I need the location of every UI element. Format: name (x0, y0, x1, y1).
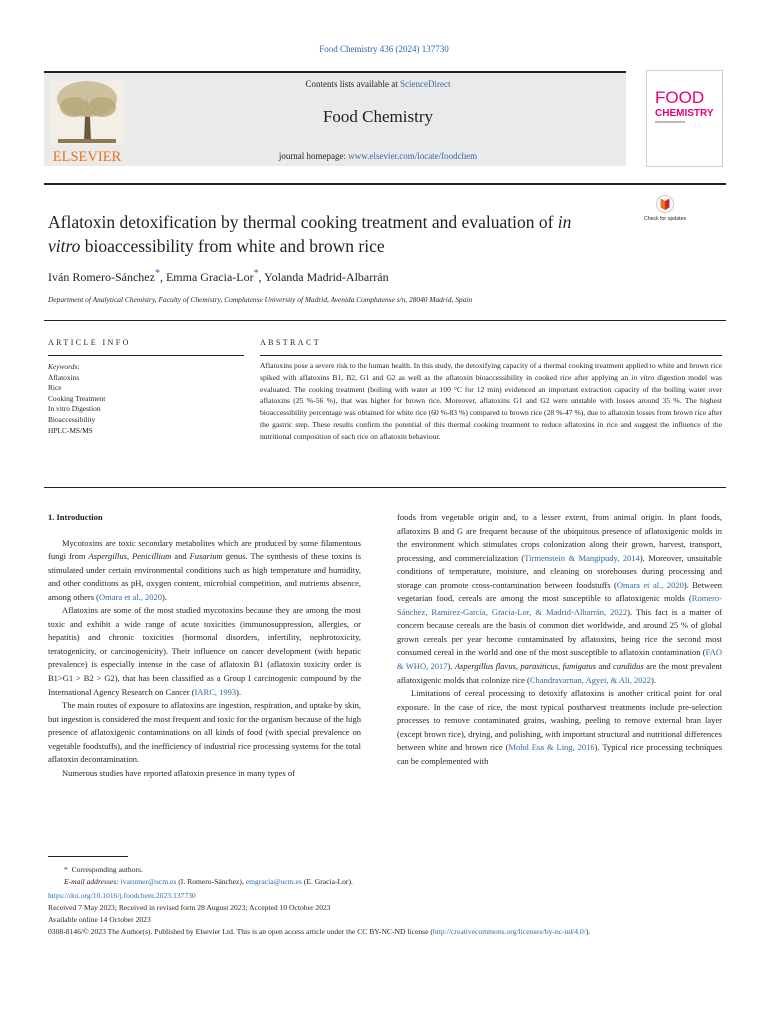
abstract-rule (260, 355, 722, 356)
elsevier-tree-icon (50, 81, 124, 145)
keyword: Rice (48, 383, 62, 393)
abstract-bottom-rule (44, 487, 726, 488)
body-paragraph: Aflatoxins are some of the most studied mycotoxins because they are among the most toxic and exhibit a wide range of acute toxicities (immunosuppression, allergies, or hepatitis) and chronic toxicities (hormonal disorders, infertility, nephrotoxicity, teratogenicity, or carcinogenicity). Their influence on cancer development (with hepatic prevalence) is especially intense in the case of aflatoxin B1 (aflatoxin toxicity order is B1>G1 > B2 > G2), that has been classified as a Group I carcinogenic compound by the International Agency Research on Cancer (IARC, 1993). (48, 605, 361, 697)
cover-title-food: FOOD (655, 88, 705, 107)
article-info-heading: ARTICLE INFO (48, 338, 131, 347)
doi-link[interactable]: https://doi.org/10.1016/j.foodchem.2023.137730 (48, 891, 196, 900)
citation-link[interactable]: FAO & WHO, 2017 (397, 647, 722, 672)
citation-link[interactable]: Chandravarnan, Agyei, & Ali, 2022 (529, 674, 651, 685)
received-dates: Received 7 May 2023; Received in revised form 28 August 2023; Accepted 10 October 2023 (48, 903, 331, 912)
body-paragraph: Limitations of cereal processing to detoxify aflatoxins is another critical point for oral exposure. In the case of rice, the most typical postharvest treatments include pre-selection processes to remove contaminated grains, washing, peeling to remove external bran layer (except brown rice), drying, and polishing, with important structural and nutritional differences between white and brown rice (Mohd Esa & Ling, 2016). Typical rice processing techniques can be complemented with (397, 688, 723, 766)
keyword: In vitro Digestion (48, 404, 101, 414)
journal-reference[interactable]: Food Chemistry 436 (2024) 137730 (319, 44, 449, 54)
homepage-link[interactable]: www.elsevier.com/locate/foodchem (348, 151, 478, 161)
abstract-heading: ABSTRACT (260, 338, 321, 347)
check-updates-label: Check for updates (643, 216, 687, 222)
journal-homepage: journal homepage: www.elsevier.com/locate/foodchem (278, 151, 478, 161)
email-link[interactable]: emgracia@ucm.es (245, 877, 302, 886)
citation-link[interactable]: Omara et al., 2020 (99, 591, 163, 602)
keyword: HPLC-MS/MS (48, 425, 93, 435)
abstract-text: Aflatoxins pose a severe risk to the human health. In this study, the detoxifying capacity of a thermal cooking treatment applied to white and brown rice spiked with aflatoxins B1, B2, G1 and G2 as well as the aflatoxin bioaccessibility in cooked rice after applying an in vitro digestion model was evaluated. The cooking treatment (boiling with water at 100 °C for 12 min) evidenced an important extraction capacity of the boiling water over aflatoxins (25 %-56 %), that was higher for brown rice. Moreover, aflatoxins G1 and G2 were unstable with losses around 35 %. The highest bioaccessibility percentage was obtained for white rice (60 %-83 %) compared to brown rice (28 %-47 %), due to aflatoxin losses from brown rice after the gastric step. These results confirm the potential of this thermal cooking treatment to reduce aflatoxins in rice and suggest the influence of the nutritional composition of each rice on aflatoxin behaviour. (260, 361, 723, 441)
check-for-updates-badge[interactable] (643, 194, 687, 230)
header-rule (44, 183, 726, 185)
email-note: E-mail addresses: ivaromer@ucm.es (I. Romero-Sánchez), emgracia@ucm.es (E. Gracia-Lor). (64, 877, 353, 886)
author-name[interactable]: Yolanda Madrid-Albarrán (264, 270, 389, 284)
title-rule (44, 320, 726, 321)
keywords-label: Keywords: (48, 362, 80, 371)
body-paragraph: Mycotoxins are toxic secondary metabolites which are produced by some filamentous fungi from Aspergillus, Penicillium and Fusarium genus. The synthesis of these toxins is stimulated under certain environmental conditions such as high temperature and humidity, and other conditions as pH, oxygen content, microbial competition, and nutrients absence, among others (Omara et al., 2020). (48, 537, 362, 602)
citation-link[interactable]: Tirmenstein & Mangipudy, 2014 (524, 552, 640, 563)
keyword: Bioaccessibility (48, 414, 96, 424)
body-paragraph: The main routes of exposure to aflatoxins are ingestion, respiration, and uptake by skin, but ingestion is considered the most frequent and toxic for the organism because of the high presence of aflatoxigenic contaminations on all kinds of food (with special prevalence on vegetable foodstuffs), and the inefficiency of industrial rice processing systems for the total aflatoxin decontamination. (48, 700, 361, 765)
corresponding-mark[interactable]: * (154, 268, 160, 279)
citation-link[interactable]: IARC, 1993 (194, 686, 237, 697)
author-name[interactable]: Emma Gracia-Lor (165, 270, 254, 284)
keyword: Aflatoxins (48, 372, 80, 382)
body-paragraph: Numerous studies have reported aflatoxin presence in many types of (62, 767, 295, 778)
corresponding-mark[interactable]: * (253, 268, 259, 279)
footnotes (48, 864, 728, 938)
section-heading: 1. Introduction (48, 512, 103, 522)
cover-title-chemistry: CHEMISTRY (655, 108, 714, 119)
footnote-rule (48, 856, 128, 857)
body-paragraph: foods from vegetable origin and, to a lesser extent, from animal origin. In plant foods, aflatoxins B and G are frequent because of the ubiquitous presence of aflatoxigenic molds in the environment which stimulates crops colonization along their grown, harvest, transport, processing, and commercialization (Tirmenstein & Mangipudy, 2014). Moreover, unsuitable conditions of temperature, moisture, and cleaning on storehouses during processing and storage can promote cross-contamination between foodstuffs (Omara et al., 2020). Between vegetarian food, cereals are among the most susceptible to aflatoxigenic molds (Romero-Sánchez, Ramírez-García, Gracia-Lor, & Madrid-Albarrán, 2022). This fact is a matter of concern because cereals are the basis of common diet worldwide, and around 25 % of global grown cereals per year become contaminated by aflatoxins, being rice the second most consumed cereal in the world and one of the most susceptible to aflatoxin contamination (FAO & WHO, 2017). Aspergillus flavus, parasiticus, fumigatus and candidus are the most prevalent aflatoxigenic molds that colonize rice (Chandravarnan, Agyei, & Ali, 2022). (397, 512, 723, 685)
sciencedirect-link[interactable]: ScienceDirect (400, 79, 451, 89)
available-online: Available online 14 October 2023 (48, 915, 151, 924)
article-title: Aflatoxin detoxification by thermal cooking treatment and evaluation of in vitro bioaccessibility from white and brown rice (48, 212, 572, 256)
elsevier-wordmark: ELSEVIER (52, 149, 122, 165)
bookmark-icon (657, 196, 674, 213)
journal-title: Food Chemistry (322, 107, 434, 126)
citation-link[interactable]: Omara et al., 2020 (616, 579, 684, 590)
keywords-block (48, 362, 244, 436)
article-info-rule (48, 355, 244, 356)
license-note: 0308-8146/© 2023 The Author(s). Published by Elsevier Ltd. This is an open access article under the CC BY-NC-ND license (http://creativecommons.org/licenses/by-nc-nd/4.0/). (48, 927, 591, 936)
author-affiliation: Department of Analytical Chemistry, Faculty of Chemistry, Complutense University of Madrid, Avenida Complutense s/n, 28040 Madrid, Spain (48, 295, 473, 304)
elsevier-logo[interactable] (44, 73, 130, 165)
author-list: Iván Romero-Sánchez*, Emma Gracia-Lor*, Yolanda Madrid-Albarrán (48, 268, 389, 284)
journal-cover-thumbnail[interactable] (646, 70, 723, 167)
body-column-left (48, 511, 361, 780)
email-link[interactable]: ivaromer@ucm.es (120, 877, 177, 886)
body-column-right (397, 511, 722, 768)
contents-availability: Contents lists available at ScienceDirect (305, 79, 451, 89)
keyword: Cooking Treatment (48, 393, 106, 403)
author-name[interactable]: Iván Romero-Sánchez (48, 270, 155, 284)
citation-link[interactable]: Mohd Esa & Ling, 2016 (508, 742, 595, 753)
corresponding-note: * Corresponding authors. (64, 865, 143, 874)
license-link[interactable]: http://creativecommons.org/licenses/by-nc-nd/4.0/ (432, 927, 586, 936)
citation-link[interactable]: Romero-Sánchez, Ramírez-García, Gracia-Lor, & Madrid-Albarrán, 2022 (397, 593, 722, 617)
